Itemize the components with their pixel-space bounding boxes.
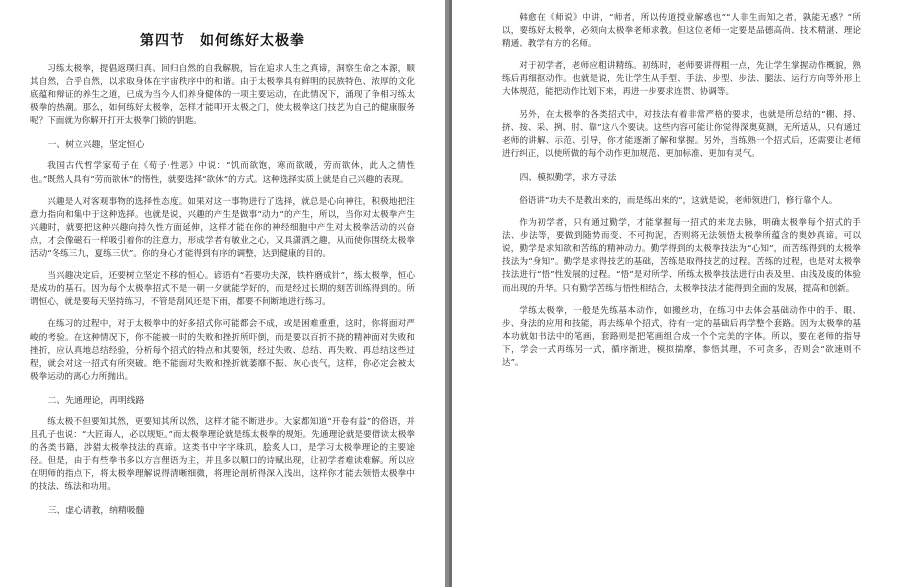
paragraph: 在练习的过程中，对于太极拳中的好多招式你可能都会不成，或是困难重重，这时，你将面对严峻的考验。在这种情况下，你不能被一时的失败和挫折所吓倒，而是要以百折不挠的精神面对失败和挫折，应认真地总结经验，分析每个招式的特点和其要领，经过失败、总结、再失败、再总结这些过程，就会对这一招式有所突破。绝不能面对失败和挫折就萎靡不振、灰心丧气，这样，你必定会被太极拳运动的离心力所抛出。	[30, 319, 415, 382]
paragraph: 另外，在太极拳的各类招式中，对技法有着非常严格的要求，也就是所总结的“棚、捋、挤、按、采、挒、肘、靠”这八个要诀。这些内容可能让你觉得深奥莫测，无所适从，只有通过老师的讲解、示范、引导，你才能逐渐了解和掌握。另外，当练熟一个招式后，还需要让老师进行纠正，以使所做的每个动作更加规范、更加标准、更加有灵气。	[502, 109, 861, 159]
document-page-left	[0, 0, 445, 587]
intro-paragraph: 习练太极拳，提倡返璞归真、回归自然的自我解脱，旨在追求人生之真谛，洞察生命之本源，顺其自然，合乎自然，以求取身体在宇宙秩序中的和谐。由于太极拳具有鲜明的民族特色、浓厚的文化底蕴和辩证的养生之道，已成为当今人们养身健体的一项主要运动，在此情况下，涌现了争相习练太极拳的热潮。那么，如何练好太极拳，怎样才能叩开太极之门，使太极拳这门技艺为自己的健康服务呢？下面就为你解开打开太极拳门锁的钥匙。	[30, 64, 415, 127]
paragraph: 我国古代哲学家荀子在《荀子·性恶》中说：“饥而欲饱，寒而欲暖，劳而欲休，此人之情性也。”既然人具有“劳而欲休”的惰性，就要选择“欲休”的方式。这种选择实质上就是自己兴趣的表现。	[30, 161, 415, 185]
paragraph: 当兴趣决定后，还要树立坚定不移的恒心。谚语有“若要功夫深，铁杵磨成针”，练太极拳，恒心是成功的基石。因为每个太极拳招式不是一朝一夕就能学好的，而是经过长期的刻苦训练得到的。所谓恒心，就是要每天坚持练习，不管是刮风还是下雨，都要不间断地进行练习。	[30, 271, 415, 308]
subsection-heading-4: 四、模拟勤学，求方寻法	[519, 172, 617, 183]
paragraph: 练太极不但要知其然，更要知其所以然，这样才能不断进步。大家都知道“开卷有益”的俗语，并且孔子也说：“大匠诲人，必以规矩。”而太极拳理论就是练太极拳的规矩。先通理论就是要借读太极拳的各类书籍，涉猎太极拳技法的真谛。这类书中字字珠玑，脍炙人口，是学习太极拳理论的主要途径。但是，由于有些拳书多以方言俚语为主，并且多以顺口的诗赋出现，让初学者难读难解。所以应在明师的指点下，将太极拳理解说得清晰细微，将理论剖析得深入浅出，这样你才能去领悟太极拳中的技法、练法和功用。	[30, 416, 415, 493]
document-page-right	[452, 0, 899, 587]
paragraph: 作为初学者，只有通过勤学，才能掌握每一招式的来龙去脉，明确太极拳每个招式的手法、步法等，要做到随势而变、不可拘泥，否则将无法领悟太极拳所蕴含的奥妙真谛。可以说，勤学是求知欲和苦练的精神动力。勤学得到的太极拳技法为“心知”，而苦练得到的太极拳技法为“身知”。勤学是求得技艺的基础，苦练是取得技艺的过程。苦练的过程，也是对太极拳技法进行“悟”性发展的过程。“悟”是对所学、所练太极拳技法进行由表及里、由浅及废的体验而出现的升华。只有勤学苦练与悟性相结合，太极拳技法才能得到全面的发展，提高和创新。	[502, 218, 861, 294]
paragraph: 学练太极拳，一般是先练基本动作，如搬丝功，在练习中去体会基础动作中的手、眼、步、身法的应用和技能，再去练单个招式，待有一定的基础后再学整个套路。因为太极拳的基本功就如书法中的笔画，套路则是把笔画组合成一个个完美的字体。所以，要在老师的指导下，学会一式再练另一式，循序渐进，模拟揣摩，参悟其理，不可贪多，否则会“欲速则不达”。	[502, 305, 861, 368]
section-title: 第四节 如何练好太极拳	[140, 33, 305, 49]
paragraph: 对于初学者，老师应粗讲精练。初练时，老师要讲得粗一点，先让学生掌握动作概貌，熟练后再细抠动作。也就是说，先让学生从手型、手法、步型、步法、腿法、运行方向等外形上大体规范，能把动作比划下来，再进一步要求连贯、协调等。	[502, 61, 861, 98]
subsection-heading-1: 一、树立兴趣，坚定恒心	[47, 140, 145, 151]
paragraph: 俗语讲“功夫不是教出来的，而是练出来的”，这就是说，老师领进门，修行靠个人。	[519, 195, 838, 206]
subsection-heading-3: 三、虚心请教，纳精吸髓	[47, 506, 145, 517]
subsection-heading-2: 二、先通理论，再明线路	[47, 395, 145, 406]
paragraph: 韩愈在《师说》中讲，“师者，所以传道授业解惑也”“人非生而知之者，孰能无惑？”所以，要练好太极拳，必须向太极拳老师求教。但这位老师一定要是品德高尚、技术精湛、理论精通、教学有方的名师。	[502, 13, 861, 50]
paragraph: 兴趣是人对客观事物的选择性态度。如果对这一事物进行了选择，就总是心向神往，积极地把注意力指向和集中于这种选择。也就是说，兴趣的产生是做事“动力”的产生，所以，当你对太极拳产生兴趣时，就要把这种兴趣向持久性方面延伸，这样才能在你的神经细胞中产生对太极拳活动的兴奋点，才会像磁石一样吸引着你的注意力，形成学者有敏业之心，又具潇洒之趣，从而使你围绕太极拳活动“冬练三九，夏练三伏”。你的身心才能得到有序的调整，达到健康的目的。	[30, 196, 415, 260]
